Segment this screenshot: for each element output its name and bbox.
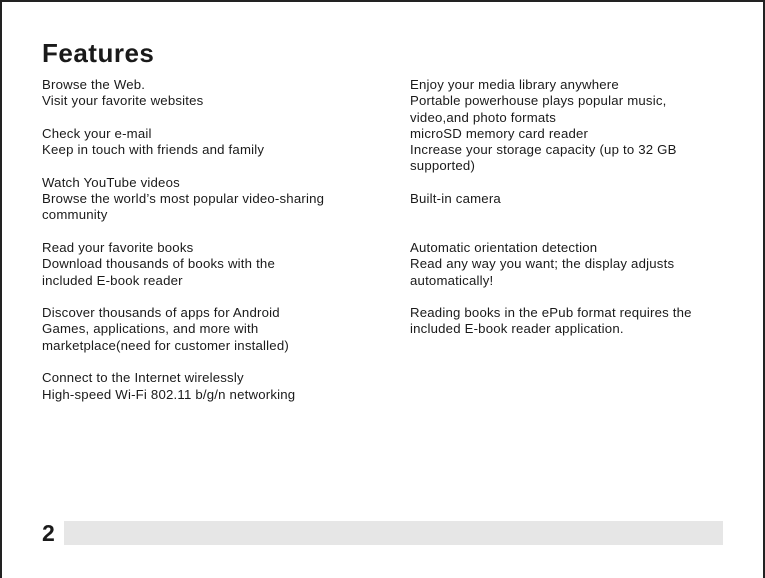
features-left-column [42,77,382,419]
right-feature-block [410,224,740,289]
feature-text-line: Increase your storage capacity (up to 32 GB [410,142,677,158]
right-feature-block [410,77,740,175]
feature-text-line: Discover thousands of apps for Android [42,305,280,321]
feature-text-line: Read your favorite books [42,239,194,255]
feature-text-line: Keep in touch with friends and family [42,142,265,158]
feature-text-line: Watch YouTube videos [42,174,180,190]
page-border-top [0,0,765,2]
feature-text-line: Games, applications, and more with [42,321,259,337]
feature-text-line: Read any way you want; the display adjusts [410,256,675,272]
feature-text-line: Check your e-mail [42,125,152,141]
feature-text-line: Enjoy your media library anywhere [410,77,619,92]
feature-text-line [410,224,740,240]
feature-text-line: marketplace(need for customer installed) [42,337,289,353]
feature-text-line: automatically! [410,272,494,288]
feature-text-line: video,and photo formats [410,109,557,125]
page-number: 2 [42,520,55,546]
feature-text-line: Download thousands of books with the [42,256,275,272]
right-feature-block [410,191,740,207]
footer-bar [64,521,723,545]
feature-text-line: included E-book reader application. [410,321,624,337]
page-border-left [0,0,2,578]
feature-text-line: Connect to the Internet wirelessly [42,370,244,386]
left-feature-block [42,370,382,403]
feature-text-line: Reading books in the ePub format requires the [410,305,692,321]
feature-text-line: Portable powerhouse plays popular music, [410,93,667,109]
feature-text-line: supported) [410,158,476,174]
left-feature-block [42,175,382,224]
left-feature-block [42,305,382,354]
feature-text-line: Visit your favorite websites [42,93,204,109]
left-feature-block [42,77,382,110]
left-feature-block [42,240,382,289]
features-right-column [410,77,740,354]
right-feature-block [410,305,740,338]
feature-text-line: community [42,207,108,223]
feature-text-line: High-speed Wi-Fi 802.11 b/g/n networking [42,386,296,402]
feature-text-line: Automatic orientation detection [410,239,598,255]
page-title: Features [42,38,155,68]
feature-text-line: Browse the Web. [42,77,146,92]
feature-text-line: Built-in camera [410,191,501,207]
feature-text-line: Browse the world’s most popular video-sharing [42,191,325,207]
feature-text-line: microSD memory card reader [410,125,589,141]
left-feature-block [42,126,382,159]
feature-text-line: included E-book reader [42,272,183,288]
